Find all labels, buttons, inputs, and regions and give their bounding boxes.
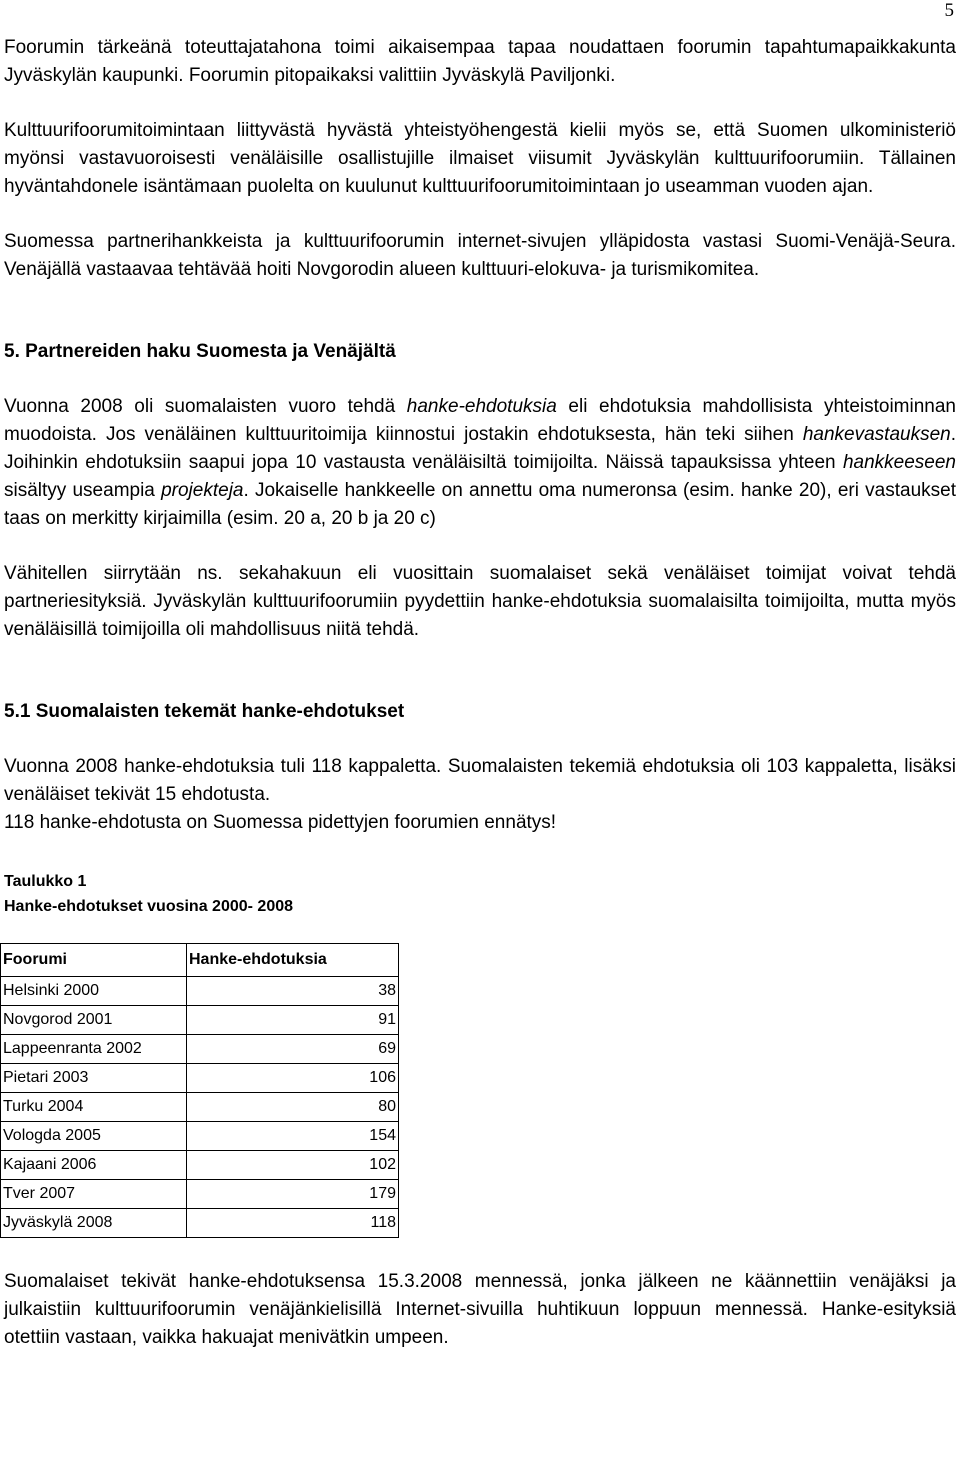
forum-cell: Turku 2004 [1, 1093, 187, 1122]
count-cell: 69 [187, 1035, 399, 1064]
count-cell: 106 [187, 1064, 399, 1093]
table-row [1, 1064, 399, 1093]
table-row [1, 1035, 399, 1064]
forum-cell: Vologda 2005 [1, 1122, 187, 1151]
forum-cell: Lappeenranta 2002 [1, 1035, 187, 1064]
proposals-table [0, 943, 399, 1238]
count-cell: 38 [187, 977, 399, 1006]
paragraph-partners: Suomessa partnerihankkeista ja kulttuurifoorumin internet-sivujen ylläpidosta vastasi Suomi-Venäjä-Seura. Venäjällä vastaavaa tehtävää hoiti Novgorodin alueen kulttuuri-elokuva- ja turismikomitea. [4, 231, 956, 280]
paragraph-count: Vuonna 2008 hanke-ehdotuksia tuli 118 kappaletta. Suomalaisten tekemiä ehdotuksia oli 103 kappaletta, lisäksi venäläiset tekivät 15 ehdotusta. [4, 756, 956, 805]
count-cell: 179 [187, 1180, 399, 1209]
header-forum: Foorumi [1, 944, 187, 977]
table-row [1, 1093, 399, 1122]
table-row [1, 977, 399, 1006]
paragraph-proposals: Vuonna 2008 oli suomalaisten vuoro tehdä hanke-ehdotuksia eli ehdotuksia mahdollisista yhteistoiminnan muodoista. Jos venäläinen kulttuuritoimija kiinnostui jostakin ehdotuksesta, hän teki siihen hankevastauksen. Joihinkin ehdotuksiin saapui jopa 10 vastausta venäläisiltä toimijoilta. Näissä tapauksissa yhteen hankkeeseen sisältyy useampia projekteja. Jokaiselle hankkeelle on annettu oma numeronsa (esim. hanke 20), eri vastaukset taas on merkitty kirjaimilla (esim. 20 a, 20 b ja 20 c) [4, 396, 957, 529]
forum-cell: Helsinki 2000 [1, 977, 187, 1006]
count-cell: 154 [187, 1122, 399, 1151]
forum-cell: Pietari 2003 [1, 1064, 187, 1093]
page-number: 5 [944, 0, 954, 21]
count-cell: 118 [187, 1209, 399, 1238]
forum-cell: Kajaani 2006 [1, 1151, 187, 1180]
section-heading-5: 5. Partnereiden haku Suomesta ja Venäjältä [4, 341, 396, 362]
table-row [1, 1006, 399, 1035]
count-cell: 80 [187, 1093, 399, 1122]
count-cell: 91 [187, 1006, 399, 1035]
paragraph-deadline: Suomalaiset tekivät hanke-ehdotuksensa 15.3.2008 mennessä, jonka jälkeen ne käännettiin venäjäksi ja julkaistiin kulttuurifoorumin venäjänkielisillä Internet-sivuilla huhtikuun loppuun mennessä. Hanke-esityksiä otettiin vastaan, vaikka hakuajat menivätkin umpeen. [4, 1271, 956, 1348]
forum-cell: Tver 2007 [1, 1180, 187, 1209]
table-row [1, 1209, 399, 1238]
paragraph-record: 118 hanke-ehdotusta on Suomessa pidettyjen foorumien ennätys! [4, 812, 557, 833]
document-body [4, 34, 956, 1352]
table-row [1, 1151, 399, 1180]
table-row [1, 1180, 399, 1209]
forum-cell: Novgorod 2001 [1, 1006, 187, 1035]
table-caption-number: Taulukko 1 [4, 873, 87, 890]
table-caption-title: Hanke-ehdotukset vuosina 2000- 2008 [4, 898, 294, 915]
count-cell: 102 [187, 1151, 399, 1180]
forum-cell: Jyväskylä 2008 [1, 1209, 187, 1238]
paragraph-mixed-search: Vähitellen siirrytään ns. sekahakuun eli vuosittain suomalaiset sekä venäläiset toimijat voivat tehdä partneriesityksiä. Jyväskylän kulttuurifoorumiin pyydettiin hanke-ehdotuksia suomalaisilta toimijoilta, mutta myös venäläisillä toimijoilla oli mahdollisuus niitä tehdä. [4, 563, 956, 640]
paragraph-visas: Kulttuurifoorumitoimintaan liittyvästä hyvästä yhteistyöhengestä kielii myös se, että Suomen ulkoministeriö myönsi vastavuoroisesti venäläisille osallistujille ilmaiset viisumit Jyväskylän kulttuurifoorumiin. Tällainen hyväntahdonele isäntämaan puolelta on kuulunut kulttuurifoorumitoimintaan jo useamman vuoden ajan. [4, 120, 956, 197]
paragraph-venue: Foorumin tärkeänä toteuttajatahona toimi aikaisempaa tapaa noudattaen foorumin tapahtumapaikkakunta Jyväskylän kaupunki. Foorumin pitopaikaksi valittiin Jyväskylä Paviljonki. [4, 37, 956, 86]
table-row [1, 1122, 399, 1151]
header-proposals: Hanke-ehdotuksia [187, 944, 399, 977]
table-header-row [1, 944, 399, 977]
section-heading-5-1: 5.1 Suomalaisten tekemät hanke-ehdotukset [4, 701, 405, 722]
